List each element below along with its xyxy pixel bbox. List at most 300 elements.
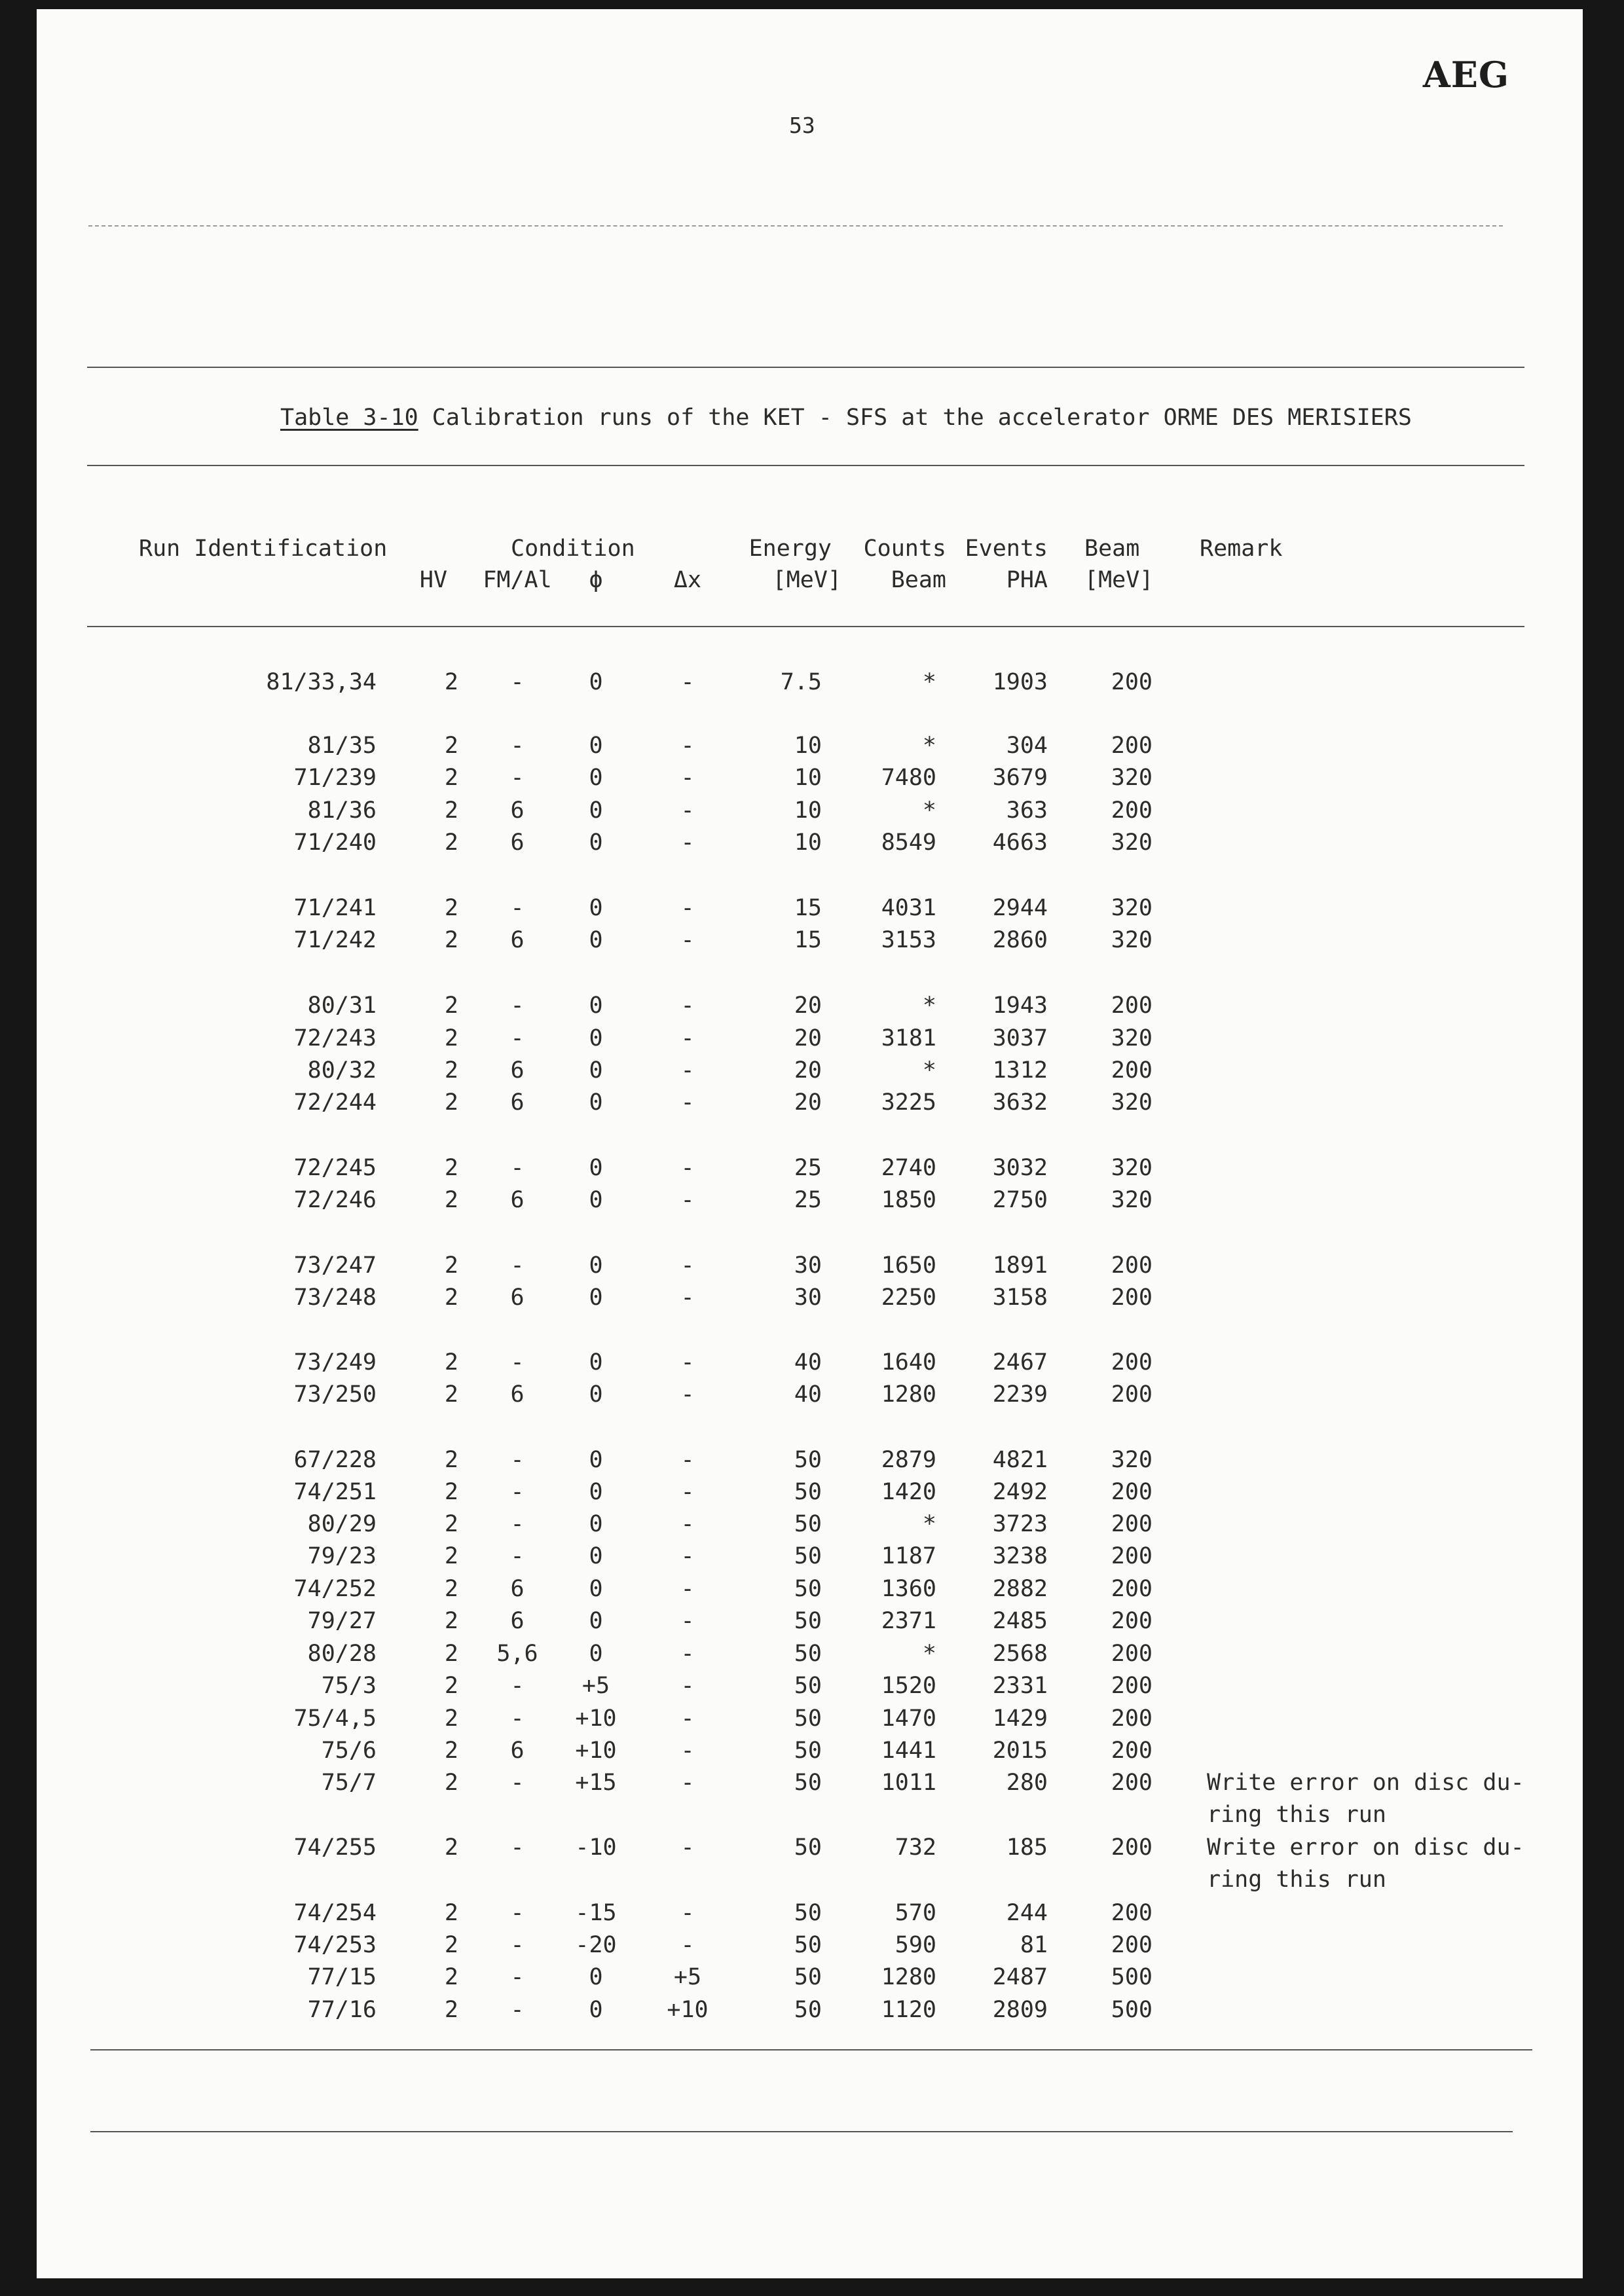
cell-counts: 1120 (881, 1997, 936, 2023)
cell-fm-al: 6 (510, 1608, 525, 1634)
cell-dx: - (680, 1381, 695, 1408)
cell-dx: - (680, 1608, 695, 1634)
cell-fm-al: 6 (510, 1057, 525, 1084)
table-caption-text: Calibration runs of the KET - SFS at the accelerator ORME DES MERISIERS (418, 405, 1412, 431)
cell-dx: - (680, 1834, 695, 1861)
cell-counts: 2371 (881, 1608, 936, 1634)
cell-events: 244 (1006, 1900, 1048, 1926)
cell-dx: - (680, 1576, 695, 1602)
cell-fm-al: 6 (510, 1738, 525, 1764)
cell-beam: 200 (1111, 733, 1153, 759)
col-header-counts: Counts (863, 536, 946, 562)
cell-phi: 0 (589, 895, 603, 921)
cell-fm-al: - (510, 1511, 525, 1537)
cell-events: 2750 (992, 1187, 1048, 1213)
cell-events: 2568 (992, 1641, 1048, 1667)
cell-events: 4663 (992, 829, 1048, 856)
cell-counts: 1187 (881, 1543, 936, 1569)
cell-run-id: 75/3 (321, 1673, 377, 1699)
cell-counts: 2250 (881, 1285, 936, 1311)
cell-fm-al: - (510, 1770, 525, 1796)
col-header-hv: HV (419, 567, 448, 593)
cell-events: 3679 (992, 765, 1048, 791)
col-header-run-id: Run Identification (139, 536, 388, 562)
cell-dx: - (680, 895, 695, 921)
cell-hv: 2 (444, 1964, 458, 1990)
cell-counts: 570 (895, 1900, 936, 1926)
cell-fm-al: - (510, 1705, 525, 1732)
cell-hv: 2 (444, 1089, 458, 1116)
cell-dx: - (680, 927, 695, 953)
cell-hv: 2 (444, 797, 458, 824)
cell-beam: 200 (1111, 1608, 1153, 1634)
cell-counts: 1011 (881, 1770, 936, 1796)
cell-counts: 3181 (881, 1025, 936, 1051)
cell-fm-al: - (510, 1025, 525, 1051)
cell-events: 3032 (992, 1155, 1048, 1181)
col-header-beam-unit: [MeV] (1084, 567, 1154, 593)
cell-energy: 50 (794, 1511, 822, 1537)
cell-energy: 50 (794, 1479, 822, 1505)
cell-hv: 2 (444, 1511, 458, 1537)
cell-phi: 0 (589, 1543, 603, 1569)
cell-run-id: 80/31 (307, 993, 377, 1019)
cell-energy: 50 (794, 1932, 822, 1958)
cell-fm-al: - (510, 765, 525, 791)
cell-energy: 7.5 (780, 669, 822, 695)
cell-events: 2809 (992, 1997, 1048, 2023)
cell-phi: +15 (575, 1770, 617, 1796)
cell-counts: * (922, 669, 936, 695)
cell-dx: - (680, 733, 695, 759)
cell-dx: - (680, 1900, 695, 1926)
cell-events: 2485 (992, 1608, 1048, 1634)
cell-events: 304 (1006, 733, 1048, 759)
cell-hv: 2 (444, 829, 458, 856)
cell-phi: 0 (589, 1349, 603, 1376)
cell-beam: 320 (1111, 1187, 1153, 1213)
cell-energy: 15 (794, 895, 822, 921)
cell-dx: - (680, 1543, 695, 1569)
cell-beam: 200 (1111, 797, 1153, 824)
col-header-fm-al: FM/Al (483, 567, 552, 593)
cell-events: 2487 (992, 1964, 1048, 1990)
cell-phi: 0 (589, 1641, 603, 1667)
cell-counts: 3225 (881, 1089, 936, 1116)
cell-hv: 2 (444, 1252, 458, 1279)
cell-beam: 200 (1111, 669, 1153, 695)
cell-phi: 0 (589, 1997, 603, 2023)
cell-hv: 2 (444, 1770, 458, 1796)
cell-fm-al: 6 (510, 1285, 525, 1311)
cell-run-id: 73/249 (293, 1349, 377, 1376)
cell-dx: - (680, 1932, 695, 1958)
cell-fm-al: - (510, 1252, 525, 1279)
cell-dx: - (680, 1641, 695, 1667)
cell-fm-al: - (510, 1349, 525, 1376)
cell-run-id: 72/244 (293, 1089, 377, 1116)
cell-beam: 500 (1111, 1997, 1153, 2023)
cell-run-id: 74/255 (293, 1834, 377, 1861)
cell-hv: 2 (444, 993, 458, 1019)
cell-fm-al: - (510, 1900, 525, 1926)
cell-dx: +10 (667, 1997, 709, 2023)
cell-fm-al: 6 (510, 797, 525, 824)
cell-counts: 8549 (881, 829, 936, 856)
cell-energy: 50 (794, 1543, 822, 1569)
cell-fm-al: - (510, 1479, 525, 1505)
cell-events: 1943 (992, 993, 1048, 1019)
cell-dx: - (680, 797, 695, 824)
cell-energy: 40 (794, 1381, 822, 1408)
cell-events: 3632 (992, 1089, 1048, 1116)
cell-energy: 20 (794, 1089, 822, 1116)
cell-counts: 3153 (881, 927, 936, 953)
cell-events: 2239 (992, 1381, 1048, 1408)
cell-run-id: 75/7 (321, 1770, 377, 1796)
cell-hv: 2 (444, 1447, 458, 1473)
cell-dx: - (680, 1285, 695, 1311)
cell-run-id: 73/250 (293, 1381, 377, 1408)
cell-dx: - (680, 669, 695, 695)
caption-rule (87, 465, 1524, 466)
cell-energy: 10 (794, 733, 822, 759)
cell-run-id: 71/240 (293, 829, 377, 856)
cell-run-id: 77/16 (307, 1997, 377, 2023)
col-header-energy: Energy (748, 536, 832, 562)
cell-phi: 0 (589, 993, 603, 1019)
cell-phi: 0 (589, 1964, 603, 1990)
cell-fm-al: 6 (510, 927, 525, 953)
cell-fm-al: - (510, 993, 525, 1019)
cell-hv: 2 (444, 733, 458, 759)
cell-beam: 200 (1111, 1511, 1153, 1537)
cell-beam: 200 (1111, 1057, 1153, 1084)
cell-events: 3037 (992, 1025, 1048, 1051)
cell-energy: 50 (794, 1447, 822, 1473)
cell-fm-al: 5,6 (496, 1641, 538, 1667)
cell-beam: 320 (1111, 1447, 1153, 1473)
cell-beam: 320 (1111, 1025, 1153, 1051)
table-caption (280, 405, 1412, 431)
cell-phi: 0 (589, 1479, 603, 1505)
cell-hv: 2 (444, 895, 458, 921)
cell-energy: 20 (794, 1025, 822, 1051)
cell-phi: 0 (589, 1252, 603, 1279)
cell-run-id: 79/23 (307, 1543, 377, 1569)
cell-counts: 590 (895, 1932, 936, 1958)
cell-run-id: 79/27 (307, 1608, 377, 1634)
cell-counts: 1520 (881, 1673, 936, 1699)
header-bottom-rule (87, 626, 1524, 627)
cell-beam: 200 (1111, 1738, 1153, 1764)
cell-fm-al: - (510, 1834, 525, 1861)
cell-energy: 50 (794, 1964, 822, 1990)
cell-beam: 320 (1111, 829, 1153, 856)
cell-fm-al: - (510, 1997, 525, 2023)
cell-beam: 320 (1111, 1089, 1153, 1116)
cell-hv: 2 (444, 1479, 458, 1505)
cell-phi: 0 (589, 1187, 603, 1213)
cell-counts: 732 (895, 1834, 936, 1861)
cell-beam: 200 (1111, 993, 1153, 1019)
cell-counts: 1280 (881, 1964, 936, 1990)
cell-hv: 2 (444, 1381, 458, 1408)
cell-energy: 50 (794, 1673, 822, 1699)
cell-run-id: 71/239 (293, 765, 377, 791)
cell-events: 2467 (992, 1349, 1048, 1376)
cell-beam: 320 (1111, 927, 1153, 953)
col-header-phi: ϕ (589, 567, 603, 593)
cell-fm-al: - (510, 1964, 525, 1990)
cell-run-id: 80/29 (307, 1511, 377, 1537)
cell-dx: - (680, 1155, 695, 1181)
cell-dx: +5 (673, 1964, 702, 1990)
cell-dx: - (680, 1770, 695, 1796)
cell-hv: 2 (444, 1187, 458, 1213)
cell-run-id: 67/228 (293, 1447, 377, 1473)
cell-counts: * (922, 733, 936, 759)
cell-hv: 2 (444, 1543, 458, 1569)
cell-hv: 2 (444, 1738, 458, 1764)
cell-phi: 0 (589, 829, 603, 856)
cell-events: 1312 (992, 1057, 1048, 1084)
cell-run-id: 80/28 (307, 1641, 377, 1667)
cell-run-id: 74/251 (293, 1479, 377, 1505)
table-caption-label: Table 3-10 (280, 405, 418, 431)
cell-hv: 2 (444, 1155, 458, 1181)
cell-run-id: 73/247 (293, 1252, 377, 1279)
cell-hv: 2 (444, 1641, 458, 1667)
cell-energy: 50 (794, 1834, 822, 1861)
cell-beam: 200 (1111, 1705, 1153, 1732)
cell-dx: - (680, 1673, 695, 1699)
cell-beam: 320 (1111, 765, 1153, 791)
col-header-events-pha: PHA (1006, 567, 1048, 593)
cell-phi: +5 (581, 1673, 610, 1699)
cell-dx: - (680, 829, 695, 856)
cell-hv: 2 (444, 1025, 458, 1051)
cell-dx: - (680, 1705, 695, 1732)
cell-hv: 2 (444, 927, 458, 953)
cell-beam: 200 (1111, 1932, 1153, 1958)
cell-remark: Write error on disc du- ring this run (1207, 1834, 1524, 1893)
cell-hv: 2 (444, 1705, 458, 1732)
cell-run-id: 72/245 (293, 1155, 377, 1181)
cell-fm-al: - (510, 733, 525, 759)
cell-run-id: 72/243 (293, 1025, 377, 1051)
cell-events: 2331 (992, 1673, 1048, 1699)
cell-phi: 0 (589, 1089, 603, 1116)
cell-phi: +10 (575, 1705, 617, 1732)
col-header-dx: Δx (673, 567, 702, 593)
cell-events: 363 (1006, 797, 1048, 824)
cell-phi: 0 (589, 797, 603, 824)
cell-phi: 0 (589, 1025, 603, 1051)
cell-events: 2492 (992, 1479, 1048, 1505)
cell-run-id: 81/36 (307, 797, 377, 824)
cell-energy: 10 (794, 765, 822, 791)
cell-phi: 0 (589, 1511, 603, 1537)
cell-events: 1429 (992, 1705, 1048, 1732)
cell-energy: 50 (794, 1641, 822, 1667)
header-divider (88, 225, 1503, 227)
cell-beam: 200 (1111, 1900, 1153, 1926)
page-number: 53 (789, 113, 815, 138)
cell-fm-al: - (510, 669, 525, 695)
cell-hv: 2 (444, 1608, 458, 1634)
cell-run-id: 74/254 (293, 1900, 377, 1926)
cell-energy: 15 (794, 927, 822, 953)
cell-energy: 10 (794, 797, 822, 824)
cell-events: 185 (1006, 1834, 1048, 1861)
cell-dx: - (680, 1187, 695, 1213)
cell-fm-al: 6 (510, 1089, 525, 1116)
cell-counts: 2879 (881, 1447, 936, 1473)
cell-energy: 20 (794, 993, 822, 1019)
cell-dx: - (680, 1479, 695, 1505)
cell-events: 4821 (992, 1447, 1048, 1473)
cell-run-id: 72/246 (293, 1187, 377, 1213)
cell-energy: 50 (794, 1997, 822, 2023)
cell-events: 2882 (992, 1576, 1048, 1602)
cell-energy: 50 (794, 1900, 822, 1926)
cell-energy: 50 (794, 1608, 822, 1634)
cell-run-id: 71/241 (293, 895, 377, 921)
cell-events: 3238 (992, 1543, 1048, 1569)
cell-beam: 200 (1111, 1543, 1153, 1569)
cell-fm-al: 6 (510, 1187, 525, 1213)
table-top-rule (87, 367, 1524, 368)
footer-rule (90, 2131, 1513, 2132)
cell-phi: 0 (589, 1057, 603, 1084)
cell-beam: 500 (1111, 1964, 1153, 1990)
cell-fm-al: - (510, 1155, 525, 1181)
cell-run-id: 73/248 (293, 1285, 377, 1311)
cell-beam: 200 (1111, 1641, 1153, 1667)
cell-fm-al: - (510, 1447, 525, 1473)
company-logo: AEG (1422, 54, 1509, 96)
cell-dx: - (680, 1447, 695, 1473)
cell-counts: 1650 (881, 1252, 936, 1279)
cell-events: 2015 (992, 1738, 1048, 1764)
cell-hv: 2 (444, 765, 458, 791)
cell-beam: 200 (1111, 1673, 1153, 1699)
cell-fm-al: - (510, 1543, 525, 1569)
cell-events: 2944 (992, 895, 1048, 921)
cell-run-id: 80/32 (307, 1057, 377, 1084)
cell-phi: 0 (589, 1576, 603, 1602)
cell-dx: - (680, 1025, 695, 1051)
cell-beam: 200 (1111, 1576, 1153, 1602)
cell-beam: 320 (1111, 895, 1153, 921)
cell-phi: -20 (575, 1932, 617, 1958)
col-header-events: Events (965, 536, 1048, 562)
cell-events: 1891 (992, 1252, 1048, 1279)
cell-run-id: 75/6 (321, 1738, 377, 1764)
cell-dx: - (680, 765, 695, 791)
cell-phi: 0 (589, 1155, 603, 1181)
cell-hv: 2 (444, 1285, 458, 1311)
col-header-remark: Remark (1200, 536, 1283, 562)
cell-beam: 200 (1111, 1349, 1153, 1376)
cell-hv: 2 (444, 1997, 458, 2023)
cell-counts: 1280 (881, 1381, 936, 1408)
cell-run-id: 71/242 (293, 927, 377, 953)
cell-run-id: 75/4,5 (293, 1705, 377, 1732)
cell-hv: 2 (444, 1576, 458, 1602)
col-header-counts-beam: Beam (891, 567, 946, 593)
cell-run-id: 81/35 (307, 733, 377, 759)
cell-counts: 1420 (881, 1479, 936, 1505)
cell-fm-al: - (510, 895, 525, 921)
cell-counts: * (922, 993, 936, 1019)
cell-beam: 200 (1111, 1834, 1153, 1861)
cell-energy: 40 (794, 1349, 822, 1376)
cell-dx: - (680, 1252, 695, 1279)
cell-energy: 25 (794, 1187, 822, 1213)
cell-counts: 2740 (881, 1155, 936, 1181)
cell-fm-al: 6 (510, 1576, 525, 1602)
cell-energy: 10 (794, 829, 822, 856)
cell-run-id: 74/253 (293, 1932, 377, 1958)
cell-phi: 0 (589, 733, 603, 759)
cell-beam: 200 (1111, 1285, 1153, 1311)
cell-dx: - (680, 1738, 695, 1764)
cell-beam: 200 (1111, 1252, 1153, 1279)
cell-phi: 0 (589, 669, 603, 695)
cell-hv: 2 (444, 1900, 458, 1926)
cell-phi: 0 (589, 1447, 603, 1473)
cell-events: 280 (1006, 1770, 1048, 1796)
cell-energy: 25 (794, 1155, 822, 1181)
cell-fm-al: 6 (510, 1381, 525, 1408)
cell-energy: 30 (794, 1252, 822, 1279)
cell-energy: 50 (794, 1770, 822, 1796)
cell-events: 2860 (992, 927, 1048, 953)
cell-run-id: 81/33,34 (266, 669, 377, 695)
cell-fm-al: 6 (510, 829, 525, 856)
cell-hv: 2 (444, 1057, 458, 1084)
cell-phi: 0 (589, 1608, 603, 1634)
cell-counts: * (922, 1057, 936, 1084)
cell-beam: 200 (1111, 1479, 1153, 1505)
cell-counts: 4031 (881, 895, 936, 921)
cell-counts: 1640 (881, 1349, 936, 1376)
cell-beam: 320 (1111, 1155, 1153, 1181)
cell-energy: 20 (794, 1057, 822, 1084)
cell-counts: 7480 (881, 765, 936, 791)
table-bottom-rule (90, 2049, 1532, 2050)
col-header-condition: Condition (511, 536, 635, 562)
cell-fm-al: - (510, 1673, 525, 1699)
cell-events: 3158 (992, 1285, 1048, 1311)
cell-events: 3723 (992, 1511, 1048, 1537)
cell-run-id: 77/15 (307, 1964, 377, 1990)
col-header-beam: Beam (1084, 536, 1140, 562)
cell-counts: 1360 (881, 1576, 936, 1602)
cell-run-id: 74/252 (293, 1576, 377, 1602)
cell-events: 1903 (992, 669, 1048, 695)
cell-energy: 50 (794, 1738, 822, 1764)
cell-hv: 2 (444, 669, 458, 695)
cell-remark: Write error on disc du- ring this run (1207, 1770, 1524, 1828)
cell-phi: 0 (589, 927, 603, 953)
cell-energy: 30 (794, 1285, 822, 1311)
cell-phi: +10 (575, 1738, 617, 1764)
cell-hv: 2 (444, 1932, 458, 1958)
cell-dx: - (680, 993, 695, 1019)
